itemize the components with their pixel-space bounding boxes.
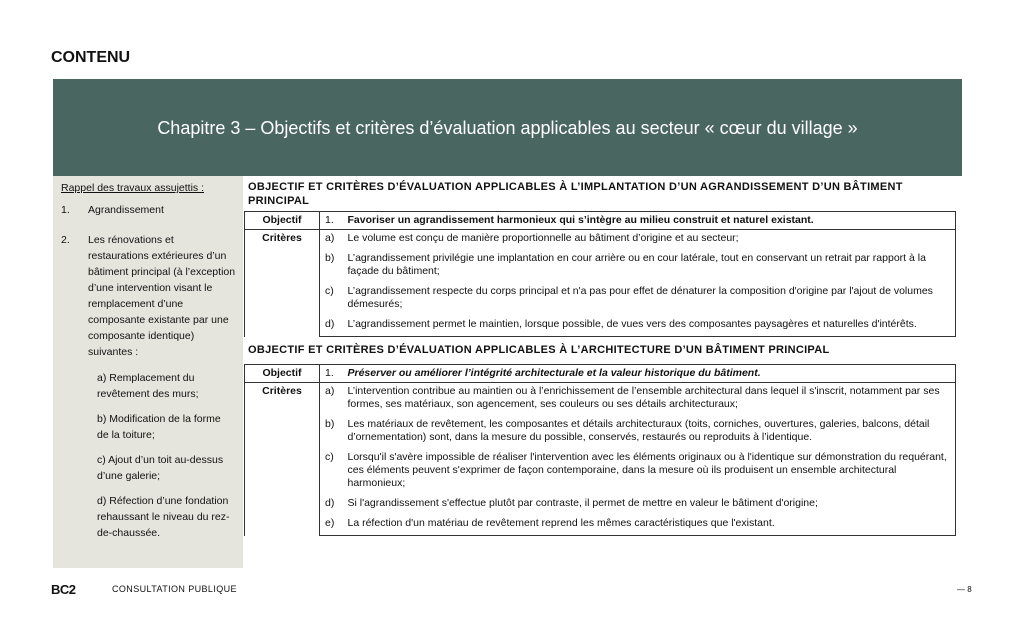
sidebar-title: Rappel des travaux assujettis : [61, 182, 204, 194]
objective-row [245, 212, 956, 230]
page-number: — 8 [957, 585, 972, 594]
criterion-letter: e) [320, 515, 348, 536]
sidebar-reminder [53, 176, 243, 568]
bc2-logo: BC2 [51, 582, 76, 597]
page-heading: CONTENU [51, 49, 131, 66]
criterion-text: Lorsqu'il s'avère impossible de réaliser l'intervention avec les éléments originaux ou à l'identique sur démonstration du requérant, ces éléments peuvent s'exprimer de façon contemporaine, dans la mesure où ils produisent un ensemble architectural harmonieux; [348, 449, 956, 495]
objective-number: 1. [320, 212, 348, 230]
criteria-label: Critères [245, 230, 320, 337]
sidebar-subitem: d) Réfection d’une fondation rehaussant le niveau du rez-de-chaussée. [97, 495, 230, 539]
criterion-letter: c) [320, 449, 348, 495]
criterion-row [245, 230, 956, 251]
objective-text: Favoriser un agrandissement harmonieux qui s’intègre au milieu construit et naturel existant. [348, 212, 956, 230]
objective-number: 1. [320, 365, 348, 383]
criterion-text: L’agrandissement privilégie une implantation en cour arrière ou en cour latérale, tout en conservant un retrait par rapport à la façade du bâtiment; [348, 250, 956, 283]
sidebar-subitem: b) Modification de la forme de la toiture; [97, 413, 221, 441]
criterion-row [245, 250, 956, 283]
footer-label: CONSULTATION PUBLIQUE [112, 584, 237, 594]
sidebar-item [61, 202, 237, 218]
section-title: OBJECTIF ET CRITÈRES D’ÉVALUATION APPLICABLES À L’IMPLANTATION D’UN AGRANDISSEMENT D’UN BÂTIMENT PRINCIPAL [248, 181, 903, 207]
criterion-row [245, 449, 956, 495]
objective-label: Objectif [245, 212, 320, 230]
section-title: OBJECTIF ET CRITÈRES D’ÉVALUATION APPLICABLES À L’ARCHITECTURE D’UN BÂTIMENT PRINCIPAL [248, 344, 830, 356]
criterion-row [245, 316, 956, 337]
criterion-row [245, 495, 956, 515]
criterion-row [245, 283, 956, 316]
criterion-letter: b) [320, 416, 348, 449]
chapter-banner [53, 79, 962, 176]
sidebar-item-text: Les rénovations et restaurations extérieures d’un bâtiment principal (à l’exception d’une intervention visant le remplacement d’une composante existante par une composante identique) suivantes : [88, 234, 236, 358]
criterion-text: L’agrandissement permet le maintien, lorsque possible, de vues vers des composantes paysagères et naturelles d'intérêts. [348, 316, 956, 337]
criterion-text: La réfection d'un matériau de revêtement reprend les mêmes caractéristiques que l'existant. [348, 515, 956, 536]
sidebar-item-text: Agrandissement [88, 204, 164, 216]
criteria-content [244, 176, 956, 536]
criterion-row [245, 515, 956, 536]
criterion-letter: a) [320, 383, 348, 417]
criteria-table [244, 211, 956, 337]
criteria-label: Critères [245, 383, 320, 536]
sidebar-item [61, 232, 237, 360]
chapter-title: Chapitre 3 – Objectifs et critères d’évaluation applicables au secteur « cœur du village » [157, 118, 858, 138]
sidebar-subitem: c) Ajout d’un toit au-dessus d’une galerie; [97, 454, 224, 482]
criterion-text: Le volume est conçu de manière proportionnelle au bâtiment d’origine et au secteur; [348, 230, 956, 251]
objective-row [245, 365, 956, 383]
criterion-row [245, 416, 956, 449]
criterion-text: Si l'agrandissement s'effectue plutôt par contraste, il permet de mettre en valeur le bâtiment d'origine; [348, 495, 956, 515]
criterion-letter: d) [320, 495, 348, 515]
objective-text: Préserver ou améliorer l’intégrité architecturale et la valeur historique du bâtiment. [348, 365, 956, 383]
criterion-text: Les matériaux de revêtement, les composantes et détails architecturaux (toits, corniches, ouvertures, galeries, balcons, détail d’ornementation) sont, dans la mesure du possible, conservés, restaurés ou reproduits à l’identique. [348, 416, 956, 449]
criterion-text: L’agrandissement respecte du corps principal et n'a pas pour effet de dénaturer la composition d'origine par l'ajout de volumes démesurés; [348, 283, 956, 316]
criterion-letter: d) [320, 316, 348, 337]
sidebar-subitem: a) Remplacement du revêtement des murs; [97, 372, 199, 400]
criterion-row [245, 383, 956, 417]
criterion-letter: c) [320, 283, 348, 316]
criteria-table [244, 364, 956, 536]
criterion-letter: b) [320, 250, 348, 283]
objective-label: Objectif [245, 365, 320, 383]
criterion-text: L’intervention contribue au maintien ou à l’enrichissement de l’ensemble architectural dans lequel il s'inscrit, notamment par ses formes, ses matériaux, son agencement, ses couleurs ou ses détails architecturaux; [348, 383, 956, 417]
sidebar-item-number: 2. [61, 234, 70, 246]
criterion-letter: a) [320, 230, 348, 251]
sidebar-item-number: 1. [61, 204, 70, 216]
